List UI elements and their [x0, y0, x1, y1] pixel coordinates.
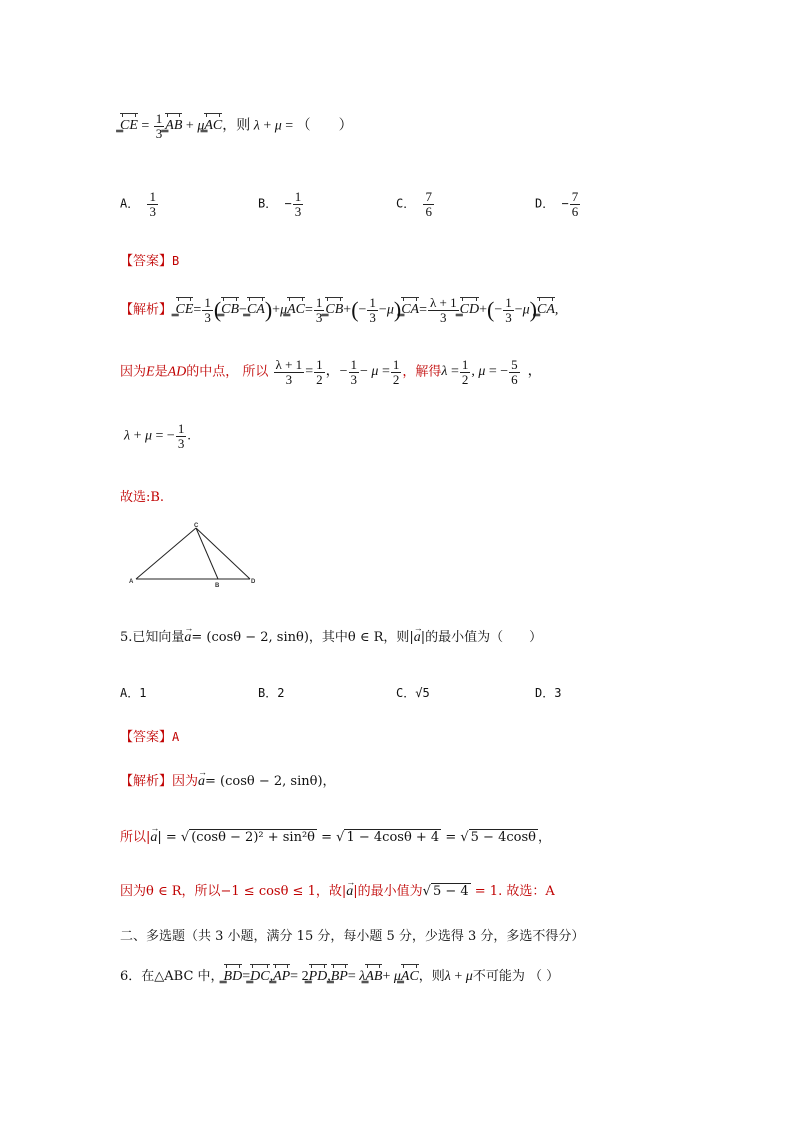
option-value: √5 — [415, 686, 430, 700]
answer-tag: 【答案】 — [120, 254, 173, 269]
option-num: 7 — [425, 189, 432, 204]
q4-answer — [120, 250, 179, 269]
option-label: A． — [120, 196, 140, 211]
option-value: 2 — [277, 686, 285, 700]
q4-stem: ̳̳ CE = $\frac{1}{3}$ ̳̳ AB + μ ̳̳ AC，则 λ + μ = （ ） — [120, 112, 353, 140]
text: 所以| — [120, 830, 151, 845]
option-den: 6 — [571, 203, 579, 219]
q5-stem-suffix: |的最小值为（ ） — [420, 630, 543, 645]
text: 的中点， 所以 — [186, 364, 269, 380]
q5-answer — [120, 726, 179, 745]
analysis-tag: 【解析】 — [120, 774, 173, 789]
label-A: A — [129, 579, 134, 585]
q5-analysis-line-1: 【解析】因为a → = (cosθ − 2, sinθ)， — [120, 767, 336, 789]
q5-stem: 5.已知向量a → = (cosθ − 2, sinθ)，其中θ ∈ R，则|a → |的最小值为（ ） — [120, 623, 543, 645]
segment-CD — [196, 528, 250, 579]
q6-tail: ，则 — [418, 969, 445, 984]
analysis-tag: 【解析】 — [120, 302, 173, 318]
q5-option-b — [258, 684, 284, 701]
q4-stem-tail: ，则 — [222, 118, 251, 134]
vector-AB: ̳̳ AB — [165, 118, 182, 134]
q4-analysis-line-2: 因为E是AD的中点， 所以 $\frac{\lambda + 1}{3}$ = $\frac{1}{2}$ ，− $\frac{1}{3}$ − μ = $\frac{1}{2}$ ，解得λ = $\frac{1}{2}$ , μ = − $\frac{5}{6}$ ， — [120, 357, 542, 387]
q4-analysis-line-1: 【解析】 ̳̳ CE= $\frac{1}{3}$ ( ̳̳ CB− ̳̳ CA)+μ ̳̳ AC= $\frac{1}{3}$ ̳̳ CB+(− $\frac{1}{3}$ −μ) ̳̳ CA= $\frac{\lambda + 1}{3}$ ̳̳ CD+(− $\frac{1}{3}$ −μ) ̳̳ CA, — [120, 296, 558, 324]
option-den: 3 — [294, 203, 302, 219]
text: | = — [157, 830, 177, 845]
option-sign: − — [284, 196, 292, 211]
option-num: 1 — [149, 189, 156, 204]
sqrt-3: 5 − 4cosθ — [470, 830, 536, 845]
text: 因为 — [120, 364, 147, 380]
option-label: D． — [535, 196, 555, 211]
vector-AC: ̳̳ AC — [204, 118, 222, 134]
q4-conclusion: 故选:B. — [120, 490, 165, 505]
q4-option-d — [535, 190, 581, 218]
label-C: C — [194, 523, 199, 529]
option-label: A． — [120, 686, 140, 700]
q5-analysis-line-2: 所以|a → | = √ (cosθ − 2)² + sin²θ = √ 1 − 4cosθ + 4 = √ 5 − 4cosθ ， — [120, 823, 551, 845]
text: = (cosθ − 2, sinθ)， — [205, 774, 336, 789]
sqrt-2: 1 − 4cosθ + 4 — [346, 830, 440, 845]
text: 是 — [154, 364, 168, 380]
option-num: 7 — [571, 189, 579, 204]
option-value: 3 — [554, 686, 562, 700]
text: = 1. 故选：A — [474, 884, 555, 899]
option-label: B． — [258, 686, 278, 700]
q6-suffix: 不可能为 （ ） — [472, 969, 560, 984]
q6-stem: 6．在△ABC 中， ̳̳ BD= ̳̳ DC, ̳̳ AP= 2 ̳̳ PD, ̳̳ BP= λ ̳̳ AB+ μ ̳̳ AC，则λ + μ不可能为 （ ） — [120, 965, 559, 985]
q6-prefix: 6．在△ABC 中， — [120, 969, 224, 984]
text: 因为θ ∈ R，所以−1 ≤ cosθ ≤ 1，故| — [120, 884, 347, 899]
vector-CE: ̳̳ CE — [120, 118, 138, 134]
q5-stem-prefix: 5.已知向量 — [120, 630, 185, 645]
label-B: B — [215, 583, 220, 588]
label-D: D — [251, 579, 256, 585]
segment-AD: AD — [167, 364, 187, 380]
option-label: D． — [535, 686, 555, 700]
triangle-diagram — [122, 518, 262, 588]
option-label: B． — [258, 196, 278, 211]
text: ，解得 — [402, 364, 442, 380]
answer-value: A — [172, 730, 180, 744]
q5-option-c — [396, 684, 430, 701]
option-den: 6 — [425, 203, 432, 219]
section-heading: 二、多选题（共 3 小题，满分 15 分，每小题 5 分，少选得 3 分，多选不得分） — [120, 929, 585, 944]
q4-option-a — [120, 190, 159, 218]
vector-a: a → — [184, 623, 194, 645]
q5-option-d — [535, 684, 561, 701]
option-num: 1 — [294, 189, 302, 204]
option-label: C． — [396, 686, 416, 700]
q5-stem-vec: = (cosθ − 2, sinθ)，其中θ ∈ R，则| — [191, 630, 414, 645]
text: |的最小值为 — [353, 884, 423, 899]
point-E: E — [146, 364, 155, 380]
segment-AC — [136, 528, 196, 579]
text: 因为 — [172, 774, 199, 789]
option-label: C． — [396, 196, 416, 211]
segment-CB — [196, 528, 218, 579]
option-sign: − — [561, 196, 569, 211]
option-den: 3 — [149, 203, 156, 219]
answer-value: B — [172, 254, 180, 268]
q4-option-c — [396, 190, 435, 218]
sqrt: 5 − 4 — [432, 884, 469, 899]
q4-blank: （ ） — [296, 118, 353, 134]
answer-tag: 【答案】 — [120, 730, 173, 745]
sqrt-1: (cosθ − 2)² + sin²θ — [191, 830, 316, 845]
q4-analysis-line-3: λ + μ = − $\frac{1}{3}$ . — [124, 421, 191, 451]
option-value: 1 — [139, 686, 147, 700]
q5-analysis-line-3: 因为θ ∈ R，所以−1 ≤ cosθ ≤ 1，故|a → |的最小值为√ 5 − 4 = 1. 故选：A — [120, 877, 555, 899]
q4-option-b — [258, 190, 304, 218]
q5-option-a — [120, 684, 146, 701]
